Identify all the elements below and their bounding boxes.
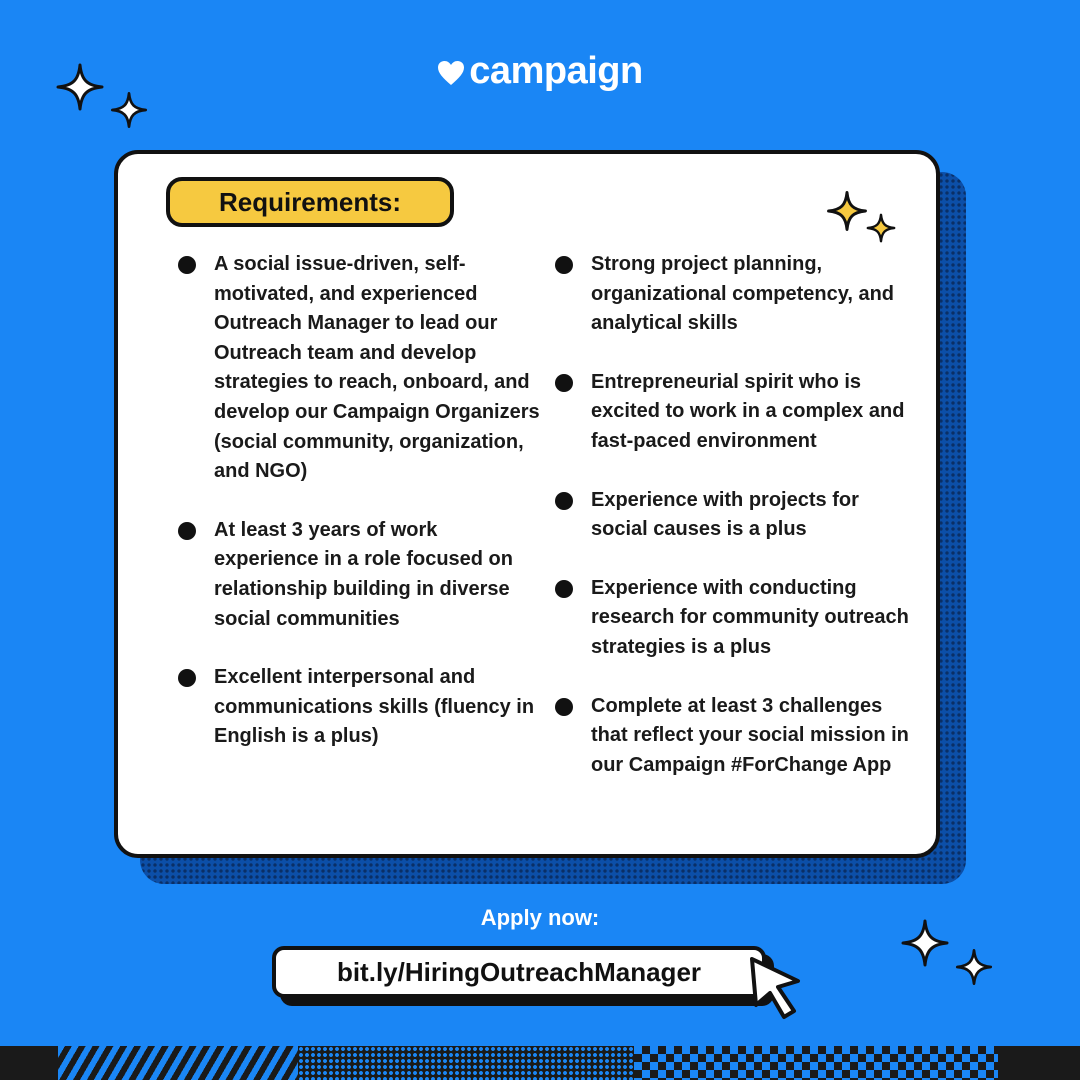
heart-icon <box>437 60 465 86</box>
list-item: Entrepreneurial spirit who is excited to work in a complex and fast-paced environment <box>553 368 913 457</box>
sparkle-icon <box>866 213 896 243</box>
requirements-list-left <box>176 250 546 781</box>
cursor-icon <box>748 955 808 1025</box>
list-item: Strong project planning, organizational competency, and analytical skills <box>553 250 913 339</box>
sparkle-icon <box>826 190 868 232</box>
list-item: Complete at least 3 challenges that reflect your social mission in our Campaign #ForChange App <box>553 692 913 781</box>
brand-name: campaign <box>469 50 643 92</box>
stripe-pattern <box>58 1046 298 1080</box>
sparkle-icon <box>110 91 148 129</box>
list-item: Experience with conducting research for community outreach strategies is a plus <box>553 574 913 663</box>
checker-pattern <box>634 1046 998 1080</box>
apply-label: Apply now: <box>480 905 600 930</box>
sparkle-icon <box>900 918 950 968</box>
dot-pattern <box>298 1046 634 1080</box>
apply-link[interactable]: bit.ly/HiringOutreachManager <box>272 946 766 998</box>
list-item: Excellent interpersonal and communications skills (fluency in English is a plus) <box>176 663 546 752</box>
requirements-title: Requirements: <box>166 177 454 227</box>
list-item: At least 3 years of work experience in a role focused on relationship building in diverse social communities <box>176 516 546 634</box>
list-item: A social issue-driven, self-motivated, and experienced Outreach Manager to lead our Outreach team and develop strategies to reach, onboard, and develop our Campaign Organizers (social community, organization, and NGO) <box>176 250 546 487</box>
list-item: Experience with projects for social causes is a plus <box>553 486 913 545</box>
brand-logo <box>0 50 1080 93</box>
sparkle-icon <box>55 62 105 112</box>
sparkle-icon <box>955 948 993 986</box>
requirements-list-right <box>553 250 913 809</box>
